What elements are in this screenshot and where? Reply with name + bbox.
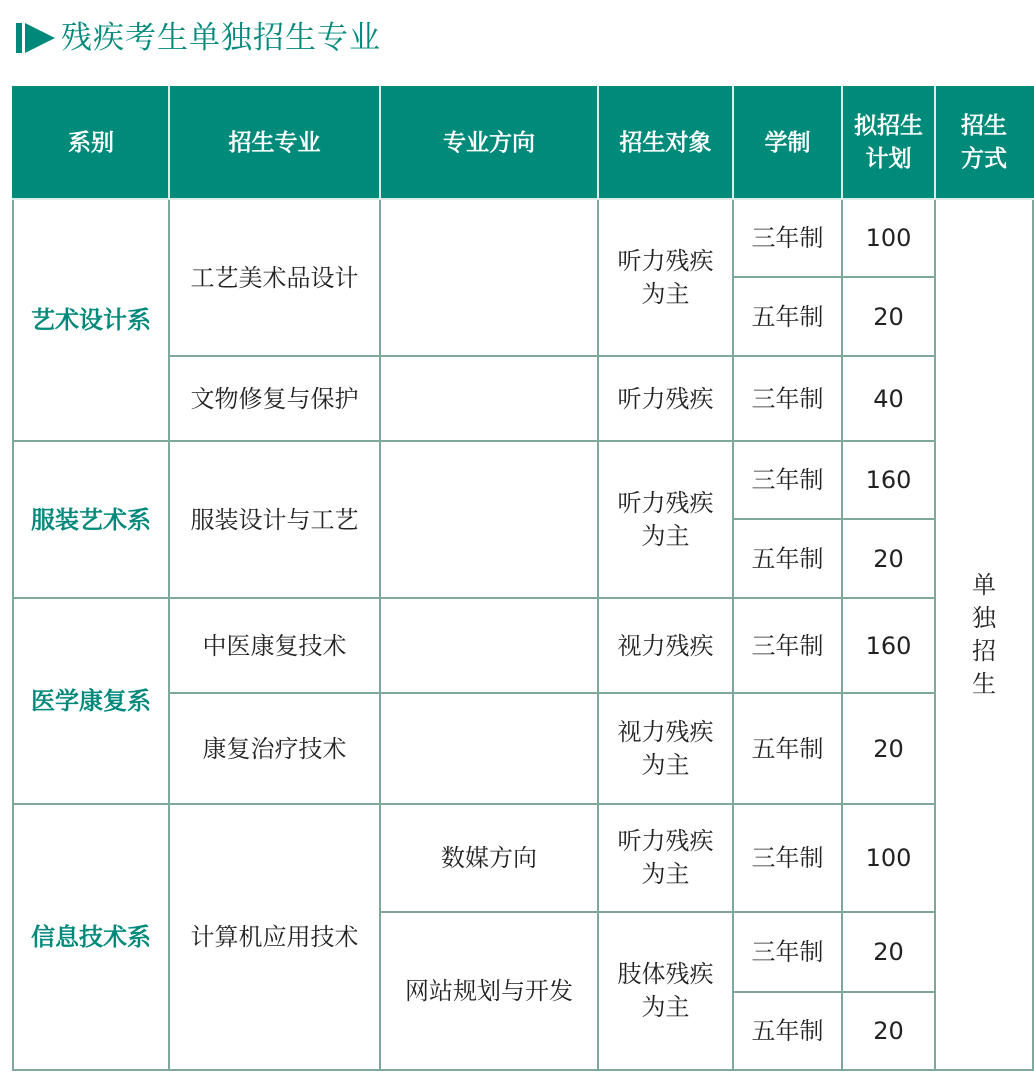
duration-cell: 三年制 — [733, 199, 842, 277]
target-line2: 为主 — [641, 750, 690, 779]
duration-cell: 三年制 — [733, 356, 842, 441]
target-line1: 肢体残疾 — [617, 960, 714, 988]
header-plan-line2: 计划 — [865, 146, 912, 172]
plan-cell: 160 — [842, 598, 935, 693]
dept-fashion: 服装艺术系 — [13, 441, 169, 598]
header-method-line2: 方式 — [961, 146, 1007, 172]
target-line2: 为主 — [641, 521, 690, 550]
plan-cell: 20 — [842, 912, 935, 992]
table-header-row — [13, 87, 1033, 199]
header-dept: 系别 — [13, 87, 169, 199]
duration-cell: 三年制 — [733, 441, 842, 519]
table-row — [13, 199, 1033, 277]
target-cell — [598, 912, 733, 1070]
target-cell: 视力残疾 — [598, 598, 733, 693]
header-target: 招生对象 — [598, 87, 733, 199]
direction-empty — [380, 441, 598, 598]
enrollment-table — [12, 86, 1034, 1071]
direction-empty — [380, 199, 598, 356]
duration-cell: 五年制 — [733, 693, 842, 804]
plan-cell: 100 — [842, 199, 935, 277]
header-plan — [842, 87, 935, 199]
target-line1: 听力残疾 — [617, 488, 714, 517]
major-therapy: 康复治疗技术 — [169, 693, 380, 804]
dept-medical: 医学康复系 — [13, 598, 169, 804]
duration-cell: 五年制 — [733, 277, 842, 356]
plan-cell: 160 — [842, 441, 935, 519]
duration-cell: 三年制 — [733, 912, 842, 992]
duration-cell: 三年制 — [733, 804, 842, 912]
header-plan-line1: 拟招生 — [854, 113, 923, 139]
duration-cell: 三年制 — [733, 598, 842, 693]
section-title-bar — [16, 16, 381, 60]
direction-empty — [380, 598, 598, 693]
play-arrow-icon — [16, 23, 55, 53]
method-char: 生 — [972, 669, 996, 698]
target-line2: 为主 — [641, 993, 690, 1021]
method-cell — [935, 199, 1033, 1070]
dept-it: 信息技术系 — [13, 804, 169, 1070]
target-line1: 听力残疾 — [617, 827, 714, 855]
major-fashion-design: 服装设计与工艺 — [169, 441, 380, 598]
table-row — [13, 441, 1033, 519]
direction-empty — [380, 356, 598, 441]
duration-cell: 五年制 — [733, 992, 842, 1070]
header-method — [935, 87, 1033, 199]
plan-cell: 20 — [842, 277, 935, 356]
duration-cell: 五年制 — [733, 519, 842, 598]
page-title: 残疾考生单独招生专业 — [61, 20, 381, 56]
target-cell — [598, 441, 733, 598]
target-cell: 听力残疾 — [598, 356, 733, 441]
method-char: 独 — [972, 603, 996, 632]
plan-cell: 20 — [842, 519, 935, 598]
major-computer: 计算机应用技术 — [169, 804, 380, 1070]
target-line2: 为主 — [641, 860, 690, 888]
plan-cell: 100 — [842, 804, 935, 912]
table-row — [13, 598, 1033, 693]
target-cell — [598, 199, 733, 356]
plan-cell: 20 — [842, 693, 935, 804]
plan-cell: 20 — [842, 992, 935, 1070]
target-line1: 视力残疾 — [617, 717, 714, 746]
method-char: 单 — [972, 570, 996, 599]
header-direction: 专业方向 — [380, 87, 598, 199]
dept-art: 艺术设计系 — [13, 199, 169, 441]
target-line1: 听力残疾 — [617, 246, 714, 275]
major-tcm: 中医康复技术 — [169, 598, 380, 693]
method-char: 招 — [972, 636, 996, 665]
header-major: 招生专业 — [169, 87, 380, 199]
target-cell — [598, 693, 733, 804]
major-crafts: 工艺美术品设计 — [169, 199, 380, 356]
plan-cell: 40 — [842, 356, 935, 441]
direction-media: 数媒方向 — [380, 804, 598, 912]
table-row — [13, 804, 1033, 912]
target-cell — [598, 804, 733, 912]
header-duration: 学制 — [733, 87, 842, 199]
major-relics: 文物修复与保护 — [169, 356, 380, 441]
header-method-line1: 招生 — [961, 113, 1007, 139]
direction-empty — [380, 693, 598, 804]
direction-web: 网站规划与开发 — [380, 912, 598, 1070]
target-line2: 为主 — [641, 279, 690, 308]
